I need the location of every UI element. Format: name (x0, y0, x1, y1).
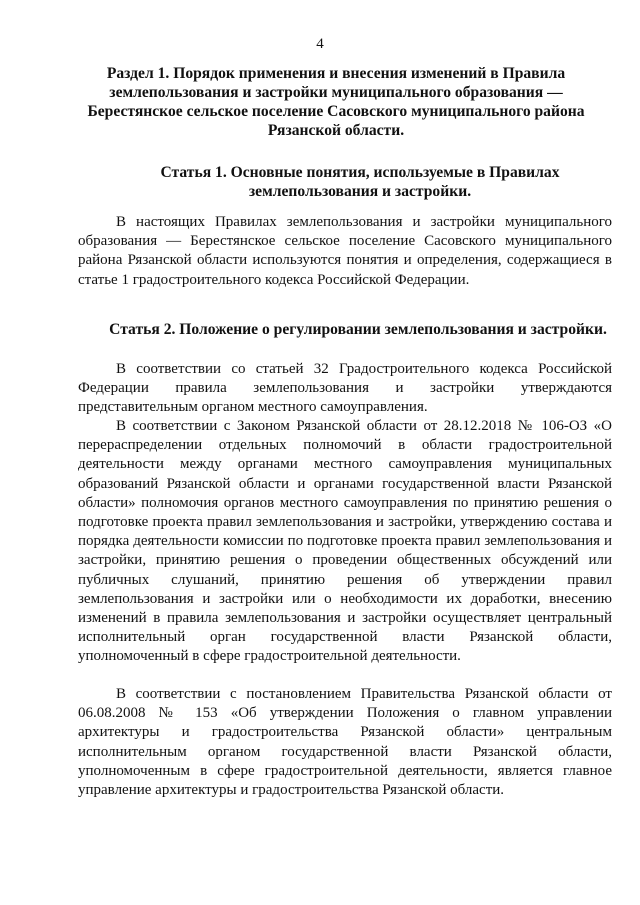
article-1-paragraph: В настоящих Правилах землепользования и застройки муниципального образования — Берестянское сельское поселение Сасовского муниципального района Рязанской области используются понятия и определения, содержащиеся в статье 1 градостроительного кодекса Российской Федерации. (78, 214, 612, 288)
article-1-title: Статья 1. Основные понятия, используемые в Правилах землепользования и застройки. (160, 164, 560, 200)
page-number: 4 (316, 36, 324, 52)
article-2-paragraph-2: В соответствии с Законом Рязанской области от 28.12.2018 № 106-ОЗ «О перераспределении отдельных полномочий в области градостроительной деятельности между органами местного самоуправления муниципальных образований Рязанской области и органами государственной власти Рязанской области» полномочия органов местного самоуправления по принятию решения о подготовке проекта правил землепользования и застройки, утверждению состава и порядка деятельности комиссии по подготовке проекта правил землепользования и застройки, принятию решения о проведении общественных обсуждений или публичных слушаний, принятию решения об утверждении правил землепользования и застройки или о необходимости их доработки, внесению изменений в правила землепользования и застройки осуществляет центральный исполнительный орган государственной власти Рязанской области, уполномоченный в сфере градостроительной деятельности. (78, 418, 612, 665)
section-title: Раздел 1. Порядок применения и внесения изменений в Правила землепользования и застройки муниципального образования — Берестянское сельское поселение Сасовского муниципального района Рязанской области. (87, 65, 585, 139)
article-2-paragraph-1: В соответствии со статьей 32 Градостроительного кодекса Российской Федерации правила землепользования и застройки утверждаются представительным органом местного самоуправления. (78, 361, 612, 416)
article-2-title: Статья 2. Положение о регулировании землепользования и застройки. (109, 321, 607, 338)
article-2-paragraph-3: В соответствии с постановлением Правительства Рязанской области от 06.08.2008 № 153 «Об утверждении Положения о главном управлении архитектуры и градостроительства Рязанской области» центральным исполнительным органом государственной власти Рязанской области, уполномоченным в сфере градостроительной деятельности, является главное управление архитектуры и градостроительства Рязанской области. (78, 686, 612, 799)
